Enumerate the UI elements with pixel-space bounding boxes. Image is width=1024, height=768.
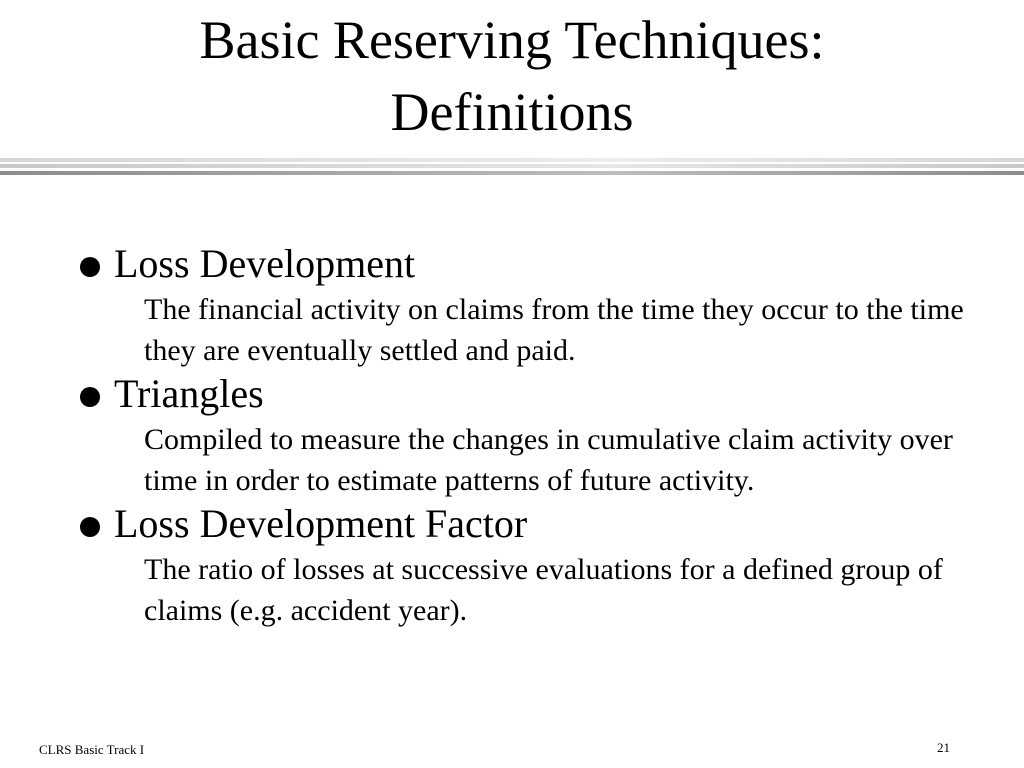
bullet-dot-icon (80, 257, 100, 277)
title-line-1: Basic Reserving Techniques: (199, 10, 825, 70)
definition-term: Triangles (114, 371, 264, 416)
definition-term: Loss Development (114, 241, 416, 286)
footer-page-number: 21 (937, 740, 950, 755)
definition-text: Compiled to measure the changes in cumulative claim activity over time in order to estimate patterns of future activity. (144, 423, 953, 497)
definition-text: The ratio of losses at successive evaluations for a defined group of claims (e.g. accident year). (144, 553, 943, 627)
footer-course-label: CLRS Basic Track I (39, 742, 145, 757)
definition-item-triangles (80, 371, 980, 501)
definition-term-row (80, 501, 980, 547)
definition-item-loss-development-factor (80, 501, 980, 631)
slide-title (0, 4, 1024, 148)
bullet-dot-icon (80, 387, 100, 407)
title-divider-middle (0, 164, 1024, 168)
definition-term-row (80, 241, 980, 287)
definition-term-row (80, 371, 980, 417)
definition-text: The financial activity on claims from the time they occur to the time they are eventually settled and paid. (144, 293, 964, 367)
definition-term: Loss Development Factor (114, 501, 528, 546)
definitions-list (80, 241, 980, 631)
definition-item-loss-development (80, 241, 980, 371)
title-line-2: Definitions (390, 82, 634, 142)
bullet-dot-icon (80, 517, 100, 537)
title-divider-bottom (0, 171, 1024, 175)
title-divider-top (0, 158, 1024, 162)
